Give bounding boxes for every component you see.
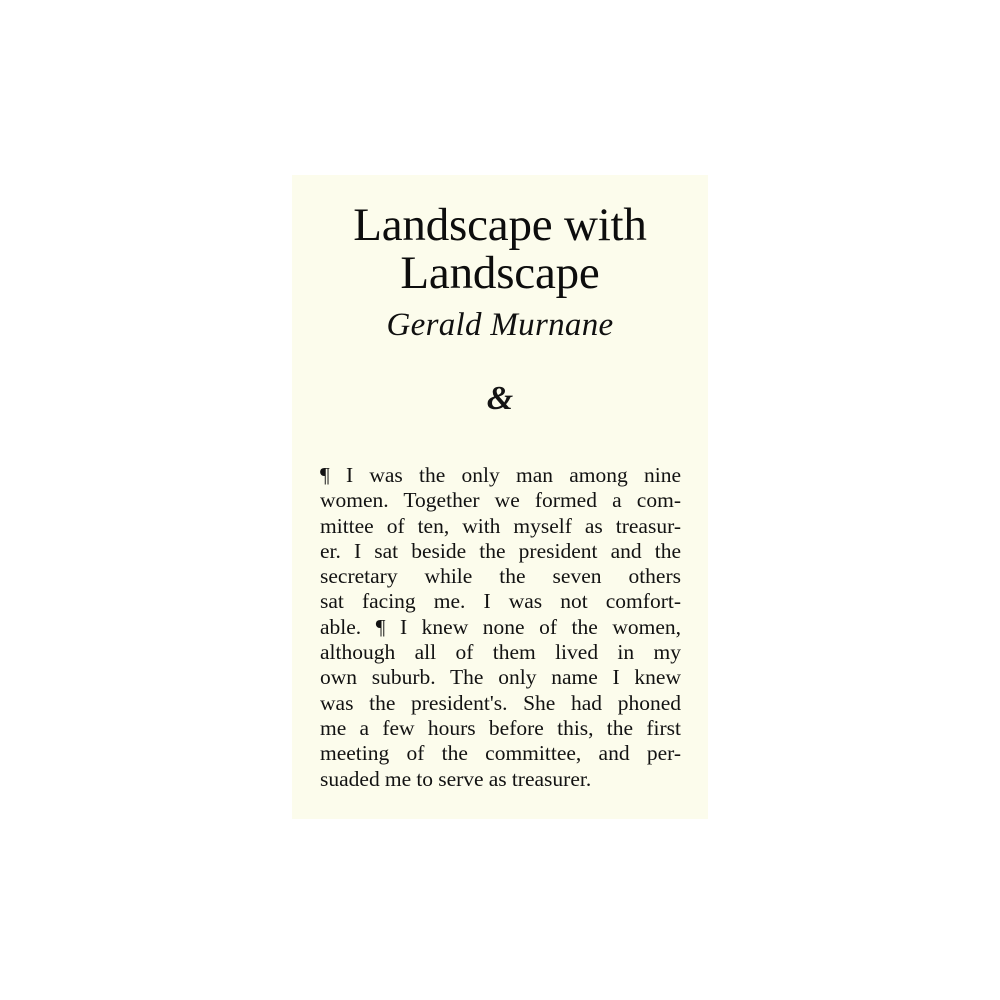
- excerpt-line: me a few hours before this, the first: [320, 715, 681, 740]
- book-title: [292, 201, 708, 297]
- excerpt-line: suaded me to serve as treasurer.: [320, 766, 592, 791]
- excerpt-line: ¶ I was the only man among nine: [320, 463, 681, 487]
- book-cover: [292, 175, 708, 819]
- excerpt-line: sat facing me. I was not comfort-: [320, 589, 681, 614]
- excerpt-line: secretary while the seven others: [320, 564, 681, 589]
- excerpt-line: mittee of ten, with myself as treasur-: [320, 513, 681, 538]
- excerpt-line: able. ¶ I knew none of the women,: [320, 614, 681, 639]
- excerpt-line: was the president's. She had phoned: [320, 690, 681, 715]
- excerpt-line: er. I sat beside the president and the: [320, 538, 681, 563]
- book-excerpt: [320, 463, 681, 792]
- excerpt-line: women. Together we formed a com-: [320, 488, 681, 513]
- italic-ampersand-ornament: &: [486, 380, 514, 417]
- excerpt-line: meeting of the committee, and per-: [320, 741, 681, 766]
- book-title-line-2: Landscape: [400, 247, 600, 299]
- book-title-line-1: Landscape with: [353, 199, 647, 251]
- book-author: Gerald Murnane: [386, 307, 614, 343]
- excerpt-line: although all of them lived in my: [320, 640, 681, 665]
- excerpt-line: own suburb. The only name I knew: [320, 665, 681, 690]
